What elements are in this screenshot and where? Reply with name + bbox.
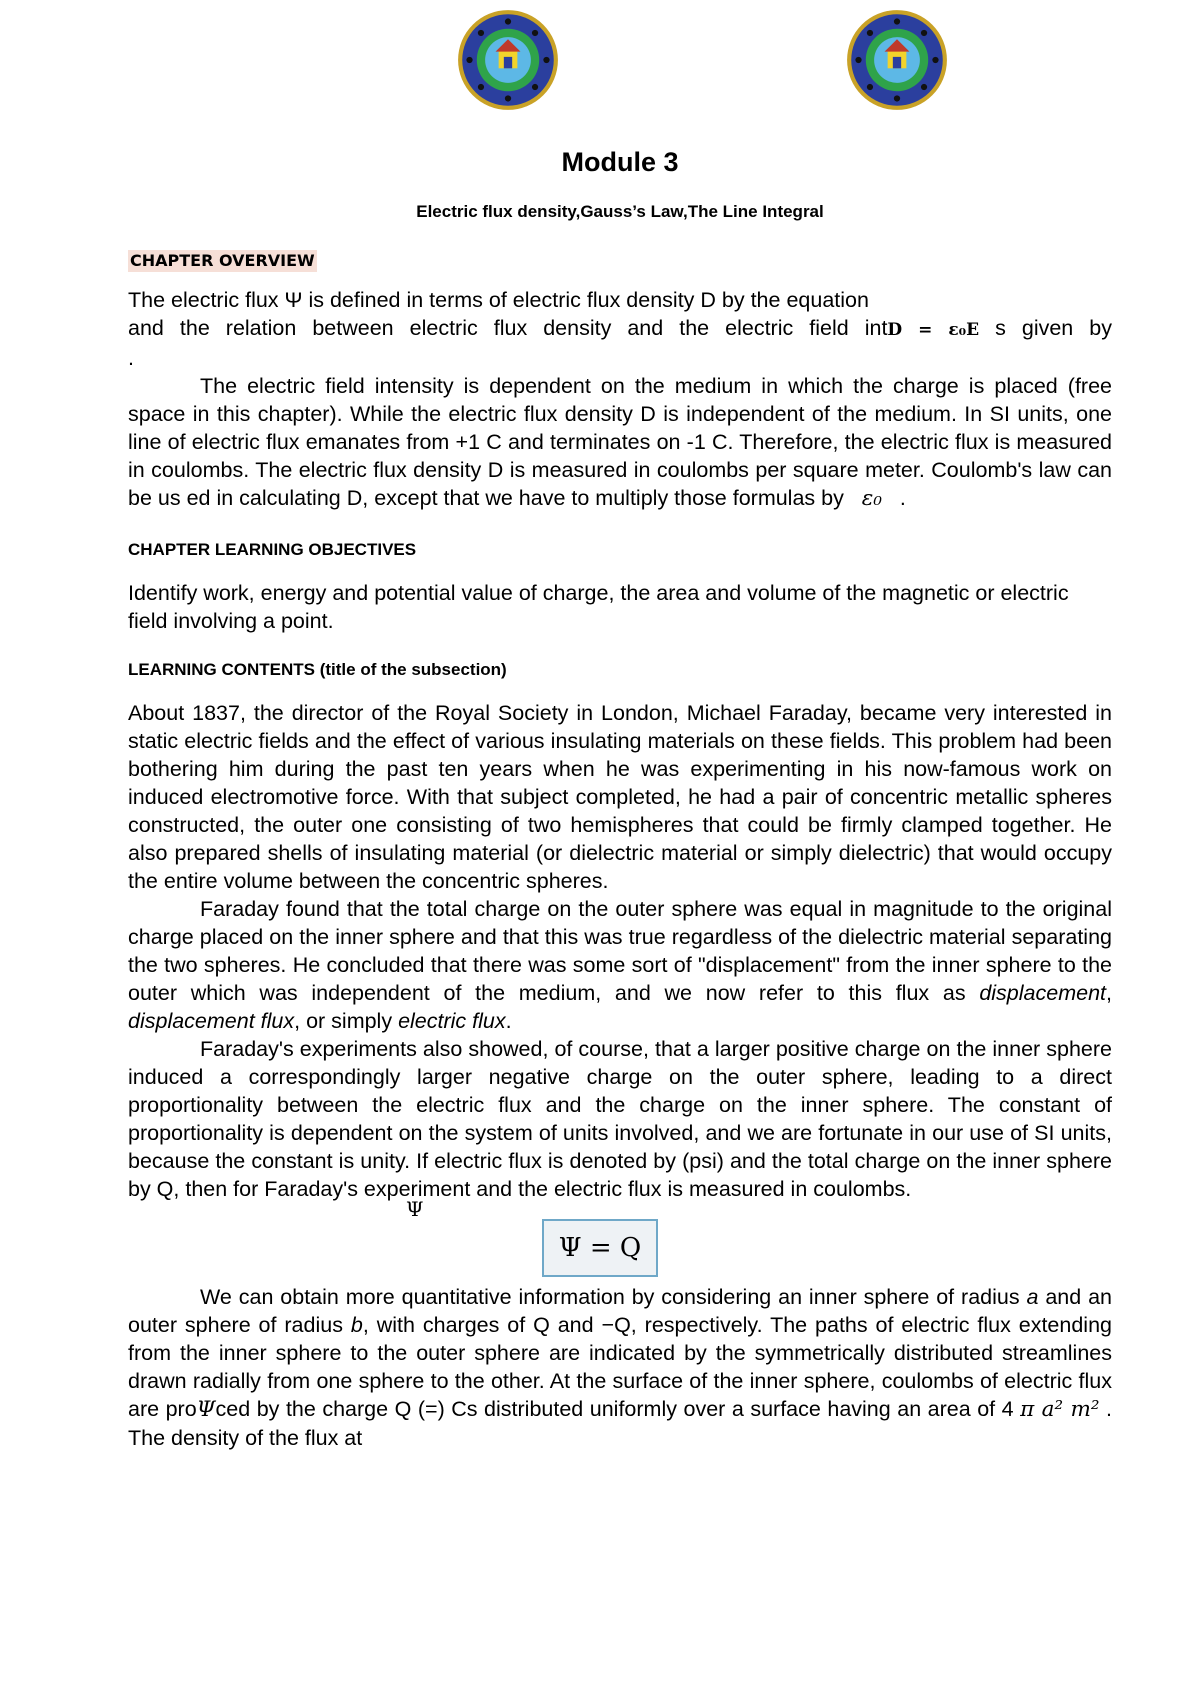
overview-line1: The electric flux Ψ is defined in terms of electric flux density D by the equation bbox=[128, 288, 869, 312]
contents-paragraph-4: We can obtain more quantitative information by considering an inner sphere of radius a and an outer sphere of radius b, with charges of Q and −Q, respectively. The paths of electric flux extending from the inner sphere to the outer sphere are indicated by the symmetrically distributed streamlines drawn radially from one sphere to the other. At the surface of the inner sphere, coulombs of electric flux are proΨced by the charge Q (=) Cs distributed uniformly over a surface having an area of 4 π a² m² . The density of the flux at bbox=[128, 1285, 1113, 1450]
epsilon-zero-symbol: ε₀ bbox=[861, 486, 882, 511]
university-seal-left-icon bbox=[456, 8, 560, 112]
sphere-area-expression: π a² m² bbox=[1020, 1397, 1100, 1422]
contents-paragraph-2: Faraday found that the total charge on the outer sphere was equal in magnitude to the original charge placed on the inner sphere and that this was true regardless of the dielectric material separating the two spheres. He concluded that there was some sort of "displacement" from the inner sphere to the outer which was independent of the medium, and we now refer to this flux as displacement, displacement flux, or simply electric flux. bbox=[128, 897, 1112, 1033]
psi-inline-symbol: Ψ bbox=[196, 1397, 216, 1422]
page-subtitle: Electric flux density,Gauss’s Law,The Line Integral bbox=[416, 202, 824, 221]
flux-density-equation: D = ε₀E bbox=[887, 320, 980, 340]
overview-paragraph: The electric field intensity is dependent on the medium in which the charge is placed (free space in this chapter). While the electric flux density D is independent of the medium. In SI units, one line of electric flux emanates from +1 C and terminates on -1 C. Therefore, the electric flux is measured in coulombs. The electric flux density D is measured in coulombs per square meter. Coulomb's law can be us ed in calculating D, except that we have to multiply those formulas by ε₀ . bbox=[128, 374, 1112, 511]
objectives-text: Identify work, energy and potential value of charge, the area and volume of the magnetic or electric field involving a point. bbox=[128, 581, 1069, 633]
university-seal-right-icon bbox=[845, 8, 949, 112]
learning-contents-heading: LEARNING CONTENTS (title of the subsection) bbox=[128, 660, 507, 679]
contents-paragraph-1: About 1837, the director of the Royal Society in London, Michael Faraday, became very interested in static electric fields and the effect of various insulating materials on these fields. This problem had been bothering him during the past ten years when he was experimenting in his now-famous work on induced electromotive force. With that subject completed, he had a pair of concentric metallic spheres constructed, the outer one consisting of two hemispheres that could be firmly clamped together. He also prepared shells of insulating material (or dielectric material or simply dielectric) that would occupy the entire volume between the concentric spheres. bbox=[128, 701, 1112, 893]
flux-charge-equation: Ψ = Q bbox=[542, 1219, 658, 1277]
overview-line3: . bbox=[128, 346, 134, 370]
page-title: Module 3 bbox=[561, 147, 679, 177]
document-body bbox=[128, 146, 1112, 1452]
overview-line2: and the relation between electric flux density and the electric field intD = ε₀E s given by bbox=[128, 316, 1112, 340]
psi-symbol: Ψ bbox=[406, 1197, 424, 1221]
objectives-heading: CHAPTER LEARNING OBJECTIVES bbox=[128, 540, 417, 559]
contents-paragraph-3: Faraday's experiments also showed, of course, that a larger positive charge on the inner sphere induced a correspondingly larger negative charge on the outer sphere, leading to a direct proportionality between the electric flux and the charge on the inner sphere. The constant of proportionality is dependent on the system of units involved, and we are fortunate in our use of SI units, because the constant is unity. If electric flux is denoted by (psi) and the total charge on the inner sphere by Q, then for Faraday's experiment and the electric flux is measured in coulombs. bbox=[128, 1037, 1112, 1201]
chapter-overview-heading: CHAPTER OVERVIEW bbox=[130, 251, 315, 270]
